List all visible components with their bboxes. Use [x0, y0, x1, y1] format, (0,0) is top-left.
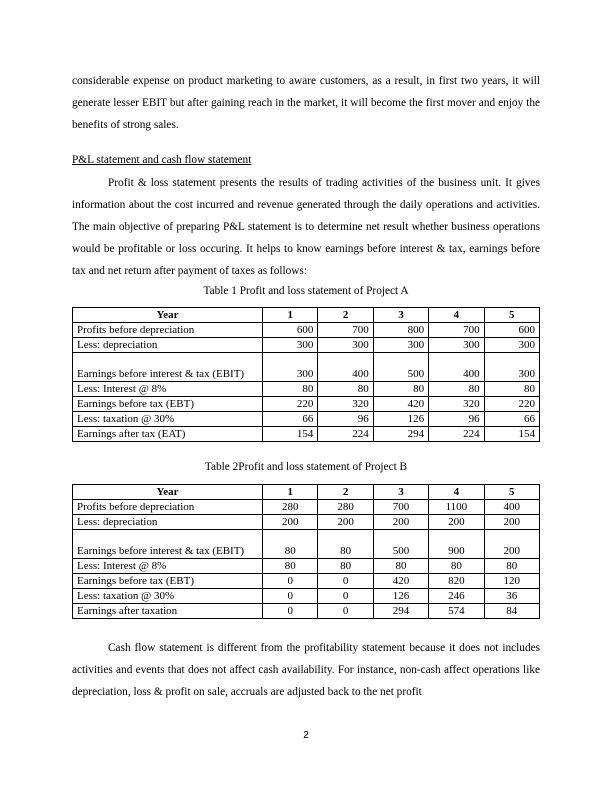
table-cell: 0	[318, 604, 373, 619]
table-cell: 300	[484, 338, 539, 353]
header-cell: 3	[373, 485, 428, 500]
table-cell: 300	[429, 338, 484, 353]
table-cell: 80	[429, 559, 484, 574]
header-cell: 1	[263, 485, 318, 500]
table-cell: 80	[263, 559, 318, 574]
row-label: Less: depreciation	[73, 338, 263, 353]
table-cell: 400	[318, 353, 373, 382]
table-cell: 300	[318, 338, 373, 353]
table-cell: 0	[263, 574, 318, 589]
table-cell: 1100	[429, 500, 484, 515]
table-project-b	[72, 484, 540, 619]
table-cell: 246	[429, 589, 484, 604]
table-cell: 80	[373, 559, 428, 574]
table-cell: 900	[429, 530, 484, 559]
row-label: Earnings before interest & tax (EBIT)	[73, 530, 263, 559]
table-row	[73, 530, 540, 559]
row-label: Profits before depreciation	[73, 323, 263, 338]
table-cell: 800	[373, 323, 428, 338]
table-cell: 80	[318, 530, 373, 559]
table-project-a	[72, 307, 540, 442]
table-cell: 224	[429, 427, 484, 442]
table-cell: 574	[429, 604, 484, 619]
row-label: Less: Interest @ 8%	[73, 559, 263, 574]
table-row	[73, 412, 540, 427]
table-row	[73, 338, 540, 353]
table-cell: 0	[263, 589, 318, 604]
table-cell: 294	[373, 427, 428, 442]
table-cell: 320	[429, 397, 484, 412]
page-number: 2	[303, 730, 309, 741]
table-header-row	[73, 485, 540, 500]
table-cell: 36	[484, 589, 539, 604]
table-row	[73, 323, 540, 338]
header-cell: 3	[373, 308, 428, 323]
header-cell: 2	[318, 308, 373, 323]
cash-flow-paragraph: Cash flow statement is different from the profitability statement because it does not includes activities and events that does not affect cash availability. For instance, non-cash affect operations like depreciation, loss & profit on sale, accruals are adjusted back to the net profit	[72, 642, 540, 698]
row-label: Earnings after taxation	[73, 604, 263, 619]
table-cell: 420	[373, 397, 428, 412]
table-cell: 600	[263, 323, 318, 338]
table-cell: 200	[263, 515, 318, 530]
table-cell: 84	[484, 604, 539, 619]
table-cell: 120	[484, 574, 539, 589]
table-a-caption: Table 1 Profit and loss statement of Project A	[203, 285, 409, 297]
table-cell: 96	[318, 412, 373, 427]
header-cell: Year	[73, 485, 263, 500]
table-cell: 200	[484, 515, 539, 530]
table-cell: 700	[373, 500, 428, 515]
header-cell: 4	[429, 485, 484, 500]
header-cell: 5	[484, 485, 539, 500]
table-cell: 500	[373, 530, 428, 559]
table-cell: 300	[263, 338, 318, 353]
table-cell: 80	[373, 382, 428, 397]
row-label: Earnings before tax (EBT)	[73, 574, 263, 589]
table-cell: 80	[318, 559, 373, 574]
table-cell: 126	[373, 589, 428, 604]
table-cell: 320	[318, 397, 373, 412]
table-cell: 700	[429, 323, 484, 338]
table-cell: 420	[373, 574, 428, 589]
row-label: Less: taxation @ 30%	[73, 412, 263, 427]
table-cell: 600	[484, 323, 539, 338]
header-cell: 5	[484, 308, 539, 323]
table-row	[73, 574, 540, 589]
table-cell: 154	[263, 427, 318, 442]
row-label: Less: depreciation	[73, 515, 263, 530]
table-cell: 200	[484, 530, 539, 559]
table-cell: 220	[263, 397, 318, 412]
table-cell: 80	[429, 382, 484, 397]
table-cell: 280	[263, 500, 318, 515]
header-cell: 1	[263, 308, 318, 323]
table-row	[73, 559, 540, 574]
table-cell: 126	[373, 412, 428, 427]
table-cell: 154	[484, 427, 539, 442]
row-label: Earnings before interest & tax (EBIT)	[73, 353, 263, 382]
row-label: Profits before depreciation	[73, 500, 263, 515]
table-cell: 300	[373, 338, 428, 353]
table-header-row	[73, 308, 540, 323]
table-row	[73, 382, 540, 397]
table-cell: 80	[318, 382, 373, 397]
table-cell: 224	[318, 427, 373, 442]
header-cell: 2	[318, 485, 373, 500]
table-cell: 80	[263, 530, 318, 559]
table-cell: 200	[429, 515, 484, 530]
section-heading: P&L statement and cash flow statement	[72, 154, 252, 166]
table-cell: 300	[263, 353, 318, 382]
row-label: Less: taxation @ 30%	[73, 589, 263, 604]
table-cell: 300	[484, 353, 539, 382]
table-row	[73, 604, 540, 619]
intro-paragraph: considerable expense on product marketing to aware customers, as a result, in first two years, it will generate lesser EBIT but after gaining reach in the market, it will become the first mover and enjoy the benefits of strong sales.	[72, 75, 540, 131]
table-cell: 0	[318, 589, 373, 604]
table-row	[73, 397, 540, 412]
header-cell: Year	[73, 308, 263, 323]
row-label: Earnings before tax (EBT)	[73, 397, 263, 412]
table-row	[73, 515, 540, 530]
table-cell: 200	[318, 515, 373, 530]
table-cell: 200	[373, 515, 428, 530]
table-row	[73, 589, 540, 604]
table-cell: 294	[373, 604, 428, 619]
table-cell: 700	[318, 323, 373, 338]
table-cell: 0	[318, 574, 373, 589]
table-cell: 820	[429, 574, 484, 589]
table-cell: 400	[429, 353, 484, 382]
table-cell: 80	[263, 382, 318, 397]
table-cell: 500	[373, 353, 428, 382]
table-cell: 400	[484, 500, 539, 515]
table-cell: 80	[484, 559, 539, 574]
header-cell: 4	[429, 308, 484, 323]
table-row	[73, 353, 540, 382]
table-cell: 80	[484, 382, 539, 397]
table-cell: 220	[484, 397, 539, 412]
pl-paragraph: Profit & loss statement presents the results of trading activities of the business unit. It gives information about the cost incurred and revenue generated through the daily operations and activities. The main objective of preparing P&L statement is to determine net result whether business operations would be profitable or loss occuring. It helps to know earnings before interest & tax, earnings before tax and net return after payment of taxes as follows:	[72, 177, 540, 277]
document-page	[72, 70, 540, 703]
table-row	[73, 500, 540, 515]
table-cell: 280	[318, 500, 373, 515]
table-row	[73, 427, 540, 442]
row-label: Less: Interest @ 8%	[73, 382, 263, 397]
table-b-caption: Table 2Profit and loss statement of Project B	[204, 461, 408, 473]
table-cell: 0	[263, 604, 318, 619]
row-label: Earnings after tax (EAT)	[73, 427, 263, 442]
table-cell: 96	[429, 412, 484, 427]
table-cell: 66	[484, 412, 539, 427]
table-cell: 66	[263, 412, 318, 427]
